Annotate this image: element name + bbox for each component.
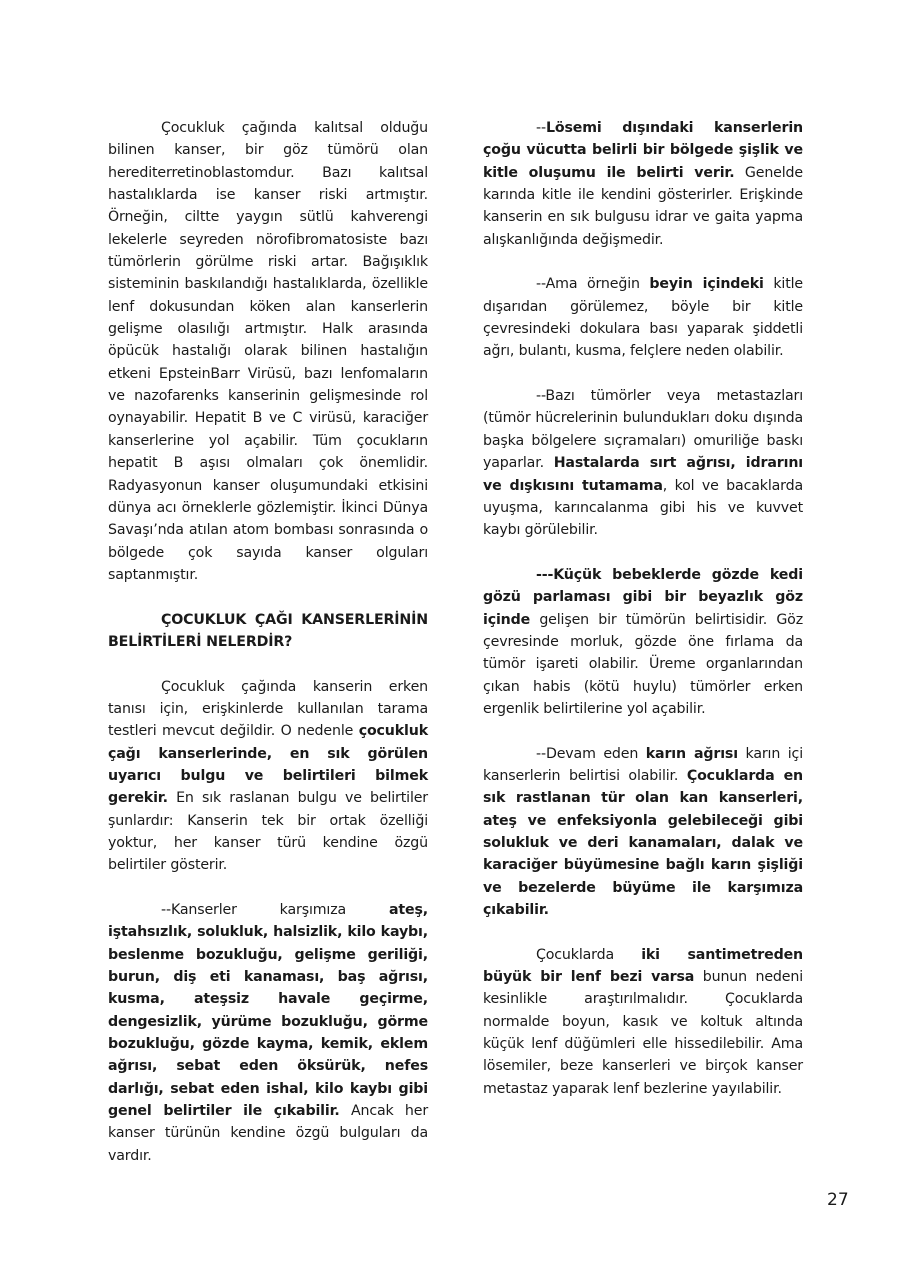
paragraph-text: kitle dışarıdan görülemez, böyle bir kitle çevresindeki dokulara bası yaparak şiddetli ağrı, bulantı, kusma, felçlere neden olabilir. bbox=[483, 276, 803, 360]
emphasis-text: karın ağrısı bbox=[645, 745, 738, 762]
paragraph-text: --Devam eden bbox=[536, 745, 646, 762]
paragraph-mass-formation bbox=[483, 117, 803, 251]
emphasis-text: ateş, iştahsızlık, solukluk, halsizlik, kilo kaybı, beslenme bozukluğu, gelişme geriliği, burun, diş eti kanaması, baş ağrısı, kusma, ateşsiz havale geçirme, dengesizlik, yürüme bozukluğu, görme bozukluğu, gözde kayma, kemik, eklem ağrısı, sebat eden öksürük, nefes darlığı, sebat eden ishal, kilo kaybı gibi genel belirtiler ile çıkabilir. bbox=[108, 902, 428, 1120]
section-heading: ÇOCUKLUK ÇAĞI KANSERLERİNİN BELİRTİLERİ NELERDİR? bbox=[108, 611, 428, 650]
right-column bbox=[483, 117, 803, 1122]
emphasis-text: ---Küçük bebeklerde gözde kedi gözü parlaması gibi bir beyazlık göz içinde bbox=[483, 566, 803, 628]
paragraph-text: En sık raslanan bulgu ve belirtiler şunlardır: Kanserin tek bir ortak özelliği yoktur, her kanser türü kendine özgü belirtiler gösterir. bbox=[108, 790, 428, 874]
paragraph-spinal-compression bbox=[483, 385, 803, 541]
paragraph-text: --Ama örneğin bbox=[536, 276, 650, 293]
page-number: 27 bbox=[827, 1190, 849, 1210]
paragraph-text: --Kanserler karşımıza bbox=[161, 902, 389, 919]
paragraph-text: -- bbox=[536, 120, 546, 136]
paragraph-text: Çocukluk çağında kanserin erken tanısı için, erişkinlerde kullanılan tarama testleri mevcut değildir. O nedenle bbox=[108, 678, 428, 740]
emphasis-text: Lösemi dışındaki kanserlerin çoğu vücutta belirli bir bölgede şişlik ve kitle oluşumu ile belirti verir. bbox=[483, 120, 803, 181]
paragraph-text: gelişen bir tümörün belirtisidir. Göz çevresinde morluk, gözde öne fırlama da tümör işareti olabilir. Üreme organlarından çıkan habis (kötü huylu) tümörler erken ergenlik belirtilerine yol açabilir. bbox=[483, 611, 803, 717]
paragraph-text: --Bazı tümörler veya metastazları (tümör hücrelerinin bulundukları doku dışında başka bölgelere sıçramaları) omuriliğe baskı yaparlar. bbox=[483, 388, 803, 472]
emphasis-text: çocukluk çağı kanserlerinde, en sık görülen uyarıcı bulgu ve belirtileri bilmek gerekir. bbox=[108, 723, 428, 807]
paragraph-hereditary-cancer bbox=[108, 117, 428, 586]
paragraph-eye-tumor bbox=[483, 564, 803, 720]
paragraph-text: Ancak her kanser türünün kendine özgü bulguları da vardır. bbox=[108, 1103, 428, 1164]
emphasis-text: Çocuklarda en sık rastlanan tür olan kan kanserleri, ateş ve enfeksiyonla gelebileceği gibi solukluk ve deri kanamaları, dalak ve karaciğer büyümesine bağlı karın şişliği ve bezelerde büyüme ile karşımıza çıkabilir. bbox=[483, 767, 803, 919]
paragraph-general-symptoms bbox=[108, 899, 428, 1167]
paragraph-lymph-node bbox=[483, 944, 803, 1100]
paragraph-abdominal-pain bbox=[483, 743, 803, 922]
paragraph-text: bunun nedeni kesinlikle araştırılmalıdır. Çocuklarda normalde boyun, kasık ve koltuk altında küçük lenf düğümleri elle hissedilebilir. Ama lösemiler, beze kanserleri ve birçok kanser metastaz yaparak lenf bezlerine yayılabilir. bbox=[483, 969, 803, 1097]
emphasis-text: Hastalarda sırt ağrısı, idrarını ve dışkısını tutamama bbox=[483, 455, 804, 494]
emphasis-text: beyin içindeki bbox=[649, 276, 764, 293]
paragraph-text: karın içi kanserlerin belirtisi olabilir. bbox=[483, 745, 803, 784]
paragraph-text: Çocuklarda bbox=[536, 946, 642, 963]
paragraph-text: , kol ve bacaklarda uyuşma, karıncalanma gibi his ve kuvvet kaybı görülebilir. bbox=[483, 477, 803, 539]
paragraph-text: Çocukluk çağında kalıtsal olduğu bilinen kanser, bir göz tümörü olan herediterretinoblastomdur. Bazı kalıtsal hastalıklarda ise kanser riski artmıştır. Örneğin, ciltte yaygın sütlü kahverengi lekelerle seyreden nörofibromatosiste bazı tümörlerin görülme riski artar. Bağışıklık sisteminin baskılandığı hastalıklarda, özellikle lenf dokusundan köken alan kanserlerin gelişme olasılığı artmıştır. Halk arasında öpücük hastalığı olarak bilinen hastalığın etkeni EpsteinBarr Virüsü, bazı lenfomaların ve nazofarenks kanserinin gelişmesinde rol oynayabilir. Hepatit B ve C virüsü, karaciğer kanserlerine yol açabilir. Tüm çocukların hepatit B aşısı olmaları çok önemlidir. Radyasyonun kanser oluşumundaki etkisini dünya acı örneklerle gözlemiştir. İkinci Dünya Savaşı’nda atılan atom bombası sonrasında o bölgede çok sayıda kanser olguları saptanmıştır. bbox=[108, 120, 428, 583]
paragraph-text: Genelde karında kitle ile kendini gösterirler. Erişkinde kanserin en sık bulgusu idrar ve gaita yapma alışkanlığında değişmedir. bbox=[483, 164, 803, 248]
paragraph-brain-mass bbox=[483, 273, 803, 362]
left-column bbox=[108, 117, 428, 1190]
paragraph-early-diagnosis bbox=[108, 676, 428, 877]
emphasis-text: iki santimetreden büyük bir lenf bezi varsa bbox=[483, 946, 803, 986]
